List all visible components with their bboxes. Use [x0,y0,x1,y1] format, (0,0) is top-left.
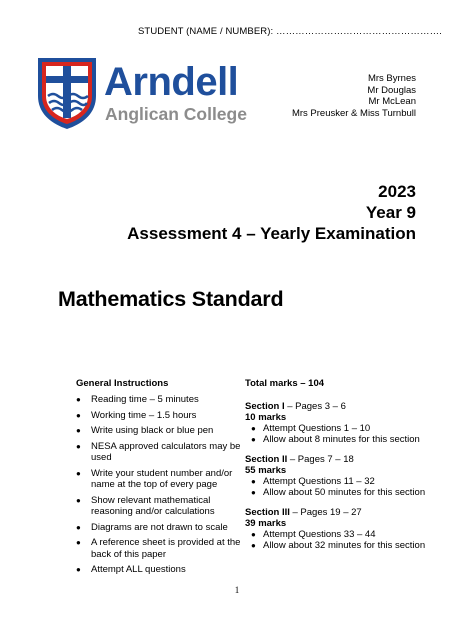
page-number: 1 [234,585,240,595]
section-pages: – Pages 19 – 27 [289,507,362,518]
section-name: Section I [245,401,285,412]
instruction-item: ● Show relevant mathematical reasoning and/or calculations [76,495,246,518]
exam-heading [127,181,416,244]
student-name-line: STUDENT (NAME / NUMBER): ……………………………………………. [138,26,442,37]
teacher-name: Mr McLean [368,96,416,107]
instruction-item: ● A reference sheet is provided at the back of this paper [76,537,246,560]
instruction-item: ● Working time – 1.5 hours [76,410,246,422]
section-marks: 10 marks [245,412,287,423]
section-marks: 39 marks [245,518,287,529]
exam-title: Assessment 4 – Yearly Examination [127,224,416,243]
total-marks-title: Total marks – 104 [245,378,325,389]
instruction-item: ● Write using black or blue pen [76,425,246,437]
teacher-list [292,73,416,119]
exam-grade: Year 9 [365,203,416,222]
section-item: ● Allow about 8 minutes for this section [251,434,445,445]
section-marks: 55 marks [245,465,287,476]
college-subtitle: Anglican College [105,104,247,124]
section-pages: – Pages 3 – 6 [284,401,346,412]
total-marks [245,378,445,560]
section-item: ● Allow about 50 minutes for this section [251,487,445,498]
college-crest-logo [36,56,98,130]
instruction-item: ● NESA approved calculators may be used [76,441,246,464]
exam-year: 2023 [378,182,416,201]
section-item: ● Attempt Questions 1 – 10 [251,423,445,434]
section-name: Section III [245,507,290,518]
general-instructions-title: General Instructions [76,378,169,389]
section-one [245,401,445,445]
section-item: ● Attempt Questions 33 – 44 [251,529,445,540]
section-item: ● Attempt Questions 11 – 32 [251,476,445,487]
general-instructions [76,378,246,580]
teacher-name: Mr Douglas [367,84,416,96]
section-two [245,454,445,498]
subject-title: Mathematics Standard [58,287,284,311]
teacher-name: Mrs Byrnes [367,73,416,84]
section-name: Section II [245,454,288,465]
section-item: ● Allow about 32 minutes for this section [251,540,445,551]
instruction-list [76,394,246,576]
section-three [245,507,445,551]
instruction-item: ● Reading time – 5 minutes [76,394,246,406]
teacher-name: Mrs Preusker & Miss Turnbull [291,107,416,119]
section-pages: – Pages 7 – 18 [287,454,354,465]
college-name: Arndell [104,60,239,104]
instruction-item: ● Write your student number and/or name at the top of every page [76,468,246,491]
instruction-item: ● Attempt ALL questions [76,564,246,576]
instruction-item: ● Diagrams are not drawn to scale [76,522,246,534]
